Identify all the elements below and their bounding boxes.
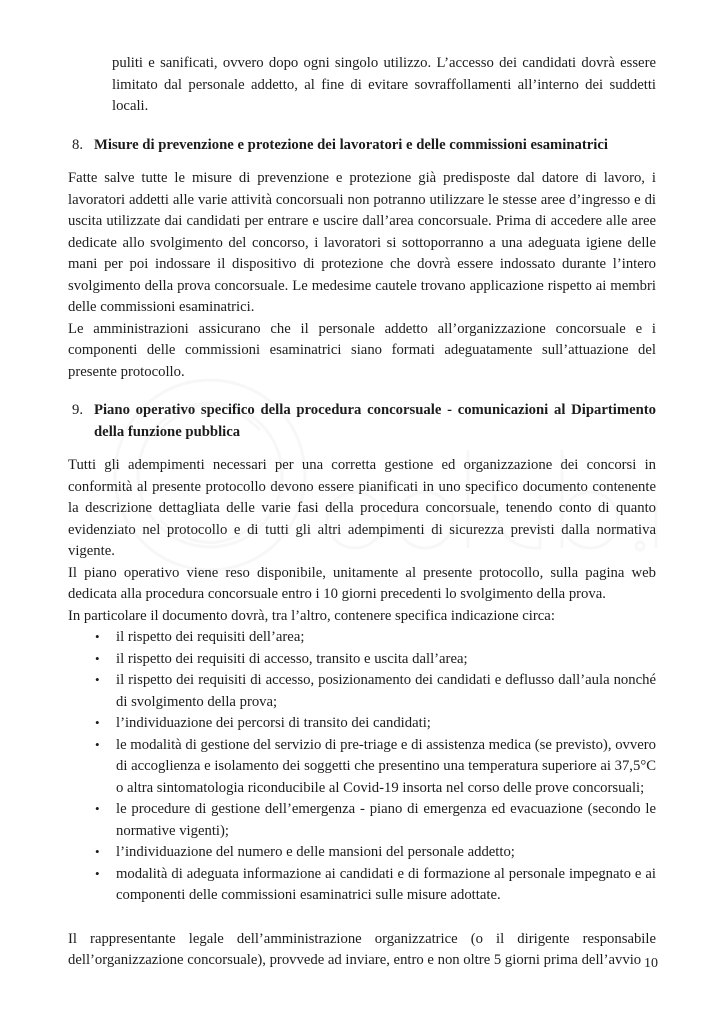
bullet-text: il rispetto dei requisiti di accesso, posizionamento dei candidati e deflusso dall’aula nonché di svolgimento della prova; bbox=[116, 672, 656, 710]
requirements-bullet-list bbox=[68, 627, 656, 907]
bullet-dot: • bbox=[95, 650, 100, 666]
bullet-text: le modalità di gestione del servizio di pre-triage e di assistenza medica (se previsto), ovvero di accoglienza e isolamento dei soggetti che presentino una temperatura superiore ai 37,5°C o altra sintomatologia riconducibile al Covid-19 insorta nel corso delle prove concorsuali; bbox=[116, 736, 656, 796]
section-9-paragraph-3: In particolare il documento dovrà, tra l’altro, contenere specifica indicazione circa: bbox=[68, 607, 555, 624]
section-8-heading bbox=[68, 135, 656, 157]
bullet-item bbox=[68, 799, 656, 842]
page-content bbox=[68, 53, 656, 972]
bullet-item bbox=[68, 735, 656, 800]
bullet-item bbox=[68, 627, 656, 649]
section-9-title: Piano operativo specifico della procedura concorsuale - comunicazioni al Dipartimento della funzione pubblica bbox=[94, 402, 656, 440]
bullet-item bbox=[68, 713, 656, 735]
bullet-dot: • bbox=[95, 672, 100, 687]
bullet-item bbox=[68, 670, 656, 713]
section-9-paragraph-2: Il piano operativo viene reso disponibile, unitamente al presente protocollo, sulla pagina web dedicata alla procedura concorsuale entro i 10 giorni precedenti lo svolgimento della prova. bbox=[68, 564, 656, 602]
bullet-dot: • bbox=[95, 715, 100, 730]
bullet-dot: • bbox=[95, 736, 100, 752]
bullet-text: il rispetto dei requisiti dell’area; bbox=[116, 629, 305, 645]
section-8-paragraph-2: Le amministrazioni assicurano che il personale addetto all’organizzazione concorsuale e i componenti delle commissioni esaminatrici siano formati adeguatamente sull’attuazione del presente protocollo. bbox=[68, 320, 656, 380]
section-9-number: 9. bbox=[72, 402, 84, 418]
section-8-paragraph-1: Fatte salve tutte le misure di prevenzione e protezione già predisposte dal datore di lavoro, i lavoratori addetti alle varie attività concorsuali non potranno utilizzare le stesse aree d’ingresso e di uscita utilizzate dai candidati per entrare e uscire dall’area concorsuale. Prima di accedere alle aree dedicate allo svolgimento del concorso, i lavoratori si sottoporranno a una adeguata igiene delle mani per poi indossare il dispositivo di protezione che dovrà essere indossato durante l’intero svolgimento della prova concorsuale. Le medesime cautele trovano applicazione rispetto ai membri delle commissioni esaminatrici. bbox=[68, 170, 656, 315]
section-8-number: 8. bbox=[72, 136, 84, 153]
bullet-dot: • bbox=[95, 844, 100, 859]
bullet-item bbox=[68, 842, 656, 864]
bullet-dot: • bbox=[95, 629, 100, 644]
section-9-heading bbox=[68, 400, 656, 443]
bullet-text: le procedure di gestione dell’emergenza - piano di emergenza ed evacuazione (secondo le normative vigenti); bbox=[116, 801, 656, 839]
section-9-paragraph-1: Tutti gli adempimenti necessari per una corretta gestione ed organizzazione dei concorsi in conformità al presente protocollo devono essere pianificati in uno specifico documento contenente la descrizione dettagliata delle varie fasi della procedura concorsuale, tenendo conto di quanto evidenziato nel protocollo e di tutti gli altri adempimenti di sicurezza previsti dalla normativa vigente. bbox=[68, 457, 656, 559]
bullet-text: l’individuazione del numero e delle mansioni del personale addetto; bbox=[116, 844, 515, 860]
bullet-dot: • bbox=[95, 801, 100, 816]
closing-paragraph: Il rappresentante legale dell’amministrazione organizzatrice (o il dirigente responsabile dell’organizzazione concorsuale), provvede ad inviare, entro e non oltre 5 giorni prima dell’avvio bbox=[68, 930, 656, 968]
page-number: 10 bbox=[644, 956, 658, 971]
bullet-text: l’individuazione dei percorsi di transito dei candidati; bbox=[116, 715, 431, 731]
bullet-text: il rispetto dei requisiti di accesso, transito e uscita dall’area; bbox=[116, 650, 468, 667]
bullet-dot: • bbox=[95, 865, 100, 881]
continuation-paragraph: puliti e sanificati, ovvero dopo ogni singolo utilizzo. L’accesso dei candidati dovrà essere limitato dal personale addetto, al fine di evitare sovraffollamenti all’interno dei suddetti locali. bbox=[112, 55, 656, 114]
bullet-item bbox=[68, 649, 656, 671]
bullet-item bbox=[68, 864, 656, 907]
bullet-text: modalità di adeguata informazione ai candidati e di formazione al personale impegnato e ai componenti delle commissioni esaminatrici sulle misure adottate. bbox=[116, 865, 656, 903]
section-8-title: Misure di prevenzione e protezione dei lavoratori e delle commissioni esaminatrici bbox=[94, 136, 608, 153]
